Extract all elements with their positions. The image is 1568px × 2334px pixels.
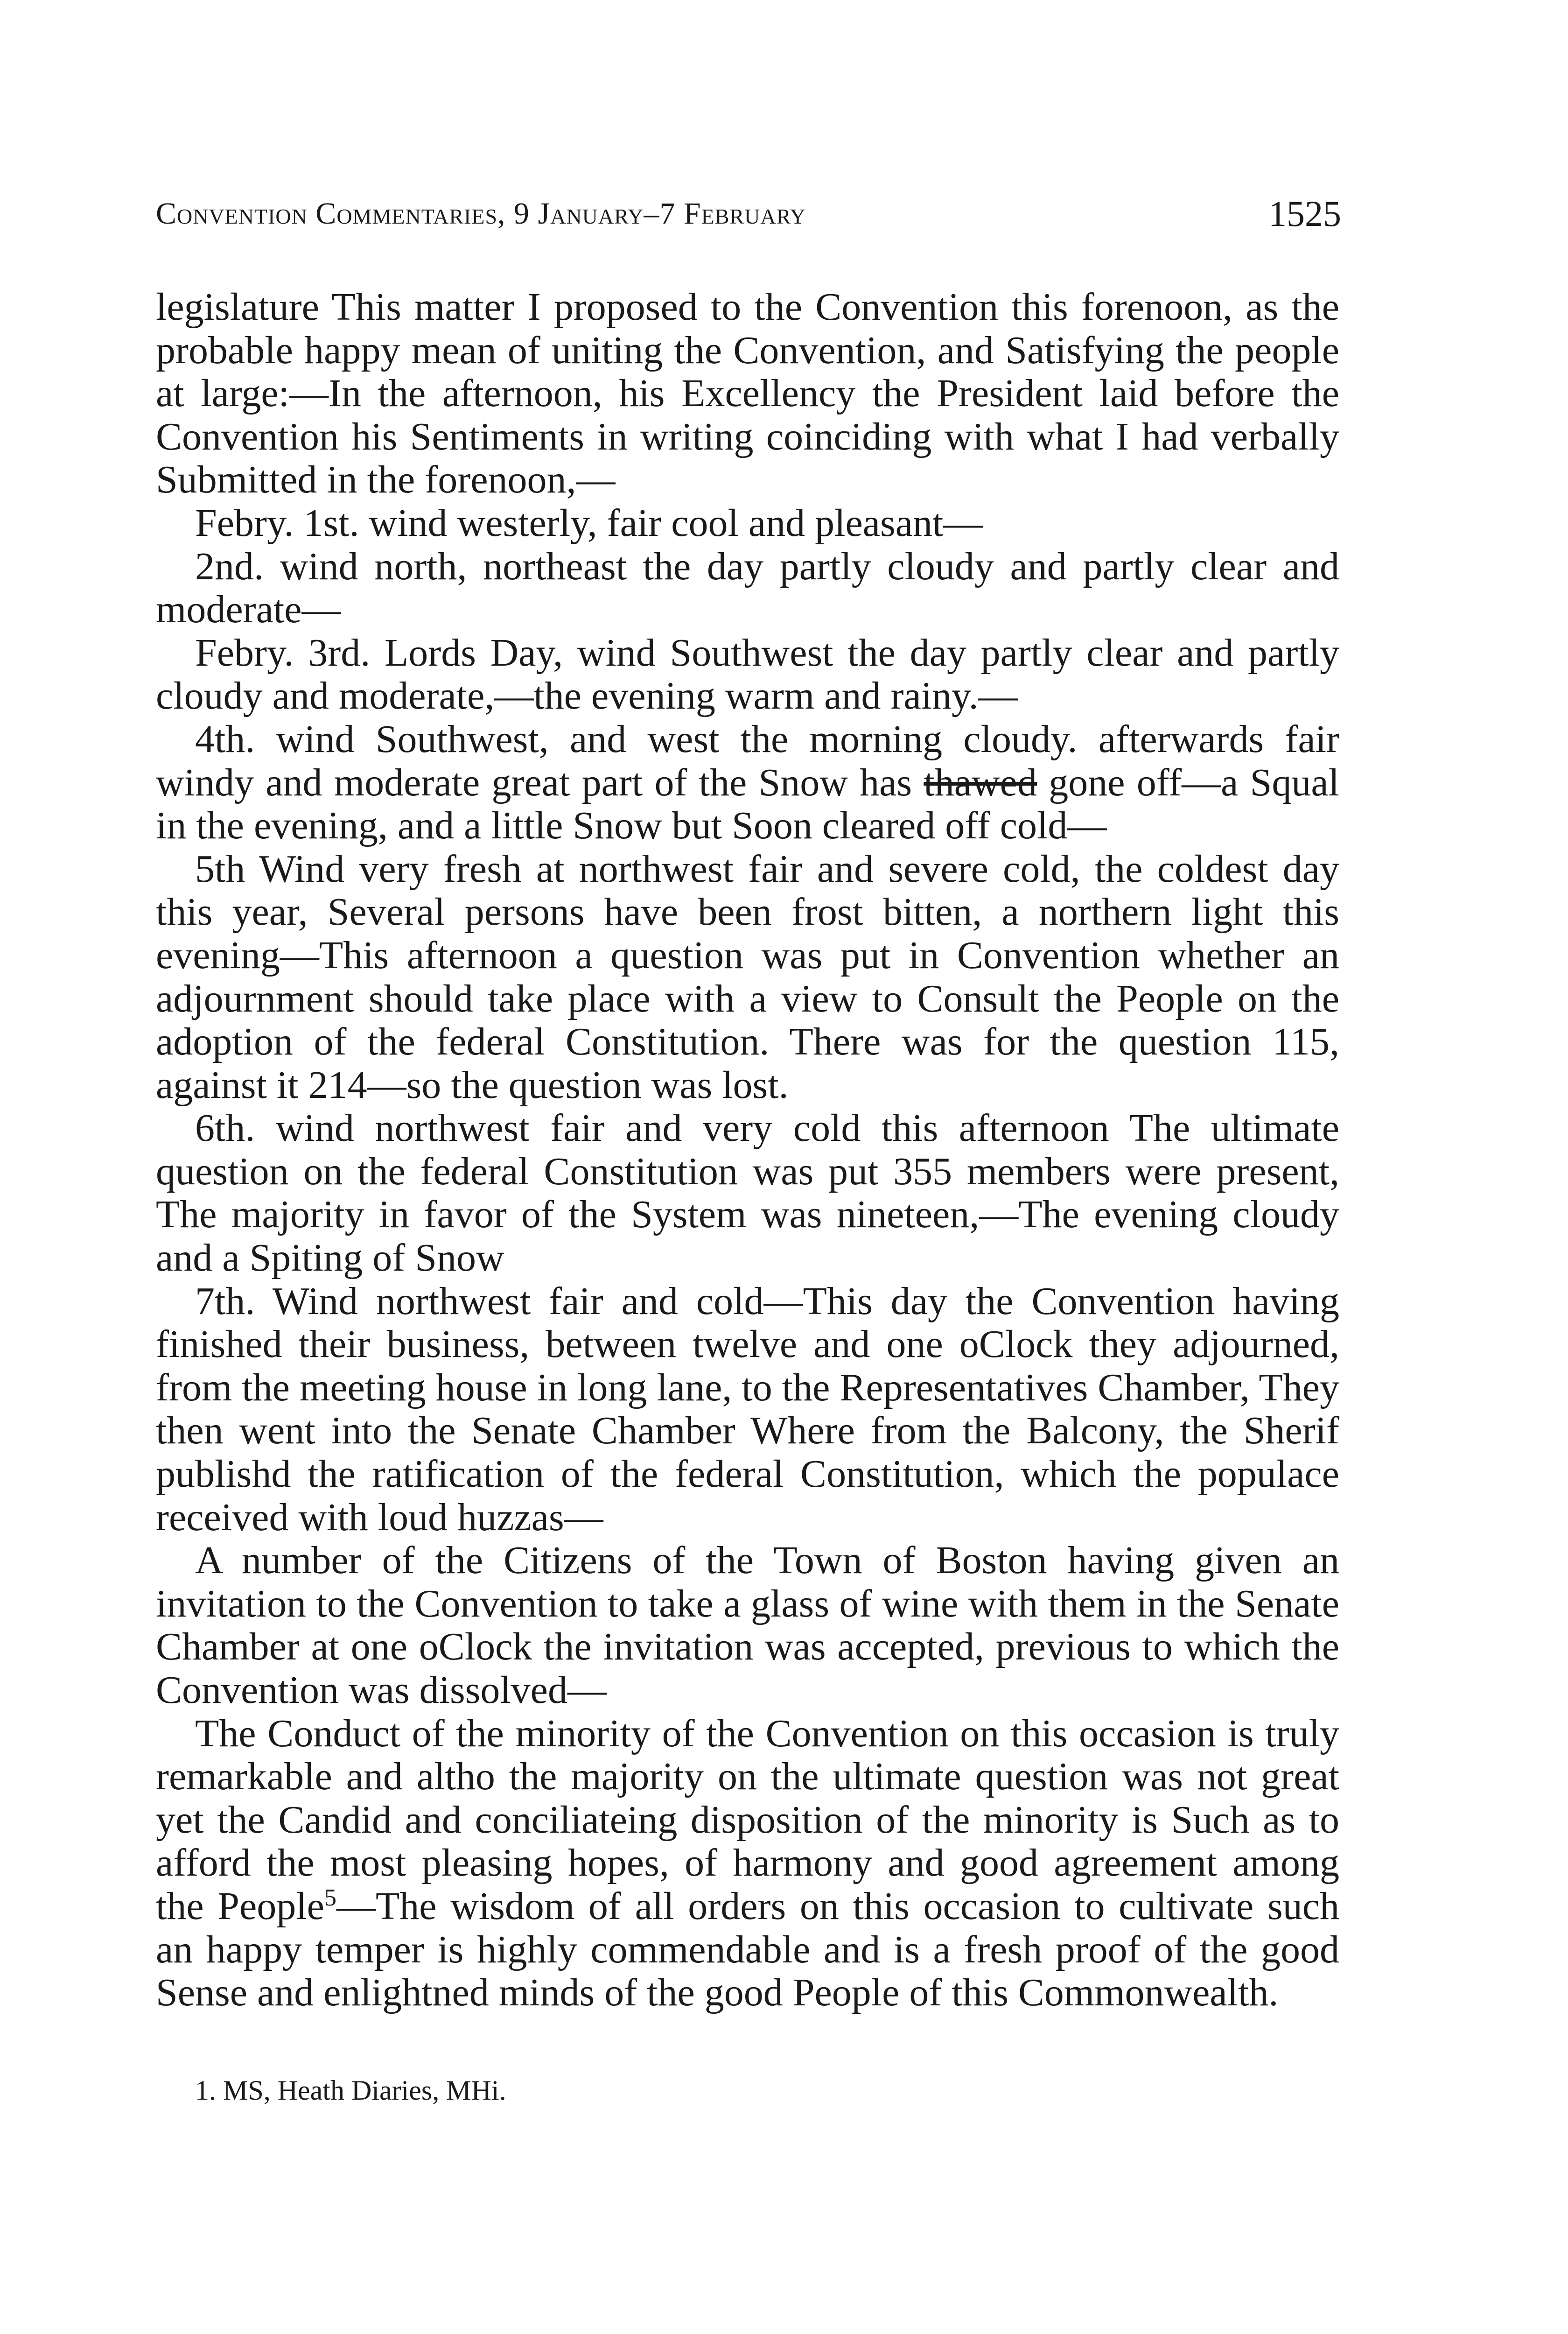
page-number: 1525 [1268, 193, 1341, 234]
paragraph-feb-1: Febry. 1st. wind westerly, fair cool and pleasant— [195, 501, 983, 545]
minority-text-after: —The wisdom of all orders on this occasion to cultivate such an happy temper is highly commendable and is a fresh proof of the good Sense and enlightned minds of the good People of this Commonwealth. [156, 1884, 1339, 2015]
paragraph-feb-5: 5th Wind very fresh at northwest fair and severe cold, the coldest day this year, Several persons have been frost bitten, a northern light this evening—This afternoon a question was put in Convention whether an adjournment should take place with a view to Consult the People on the adoption of the federal Constitution. There was for the question 115, against it 214—so the question was lost. [156, 847, 1339, 1107]
feb-4-text-before: 4th. wind Southwest, and west the morning cloudy. afterwards fair windy and moderate great part of the Snow has [156, 717, 1339, 804]
body-text [156, 286, 1339, 2015]
paragraph-minority-conduct [156, 1712, 1339, 2015]
paragraph-feb-7: 7th. Wind northwest fair and cold—This day the Convention having finished their business, between twelve and one oClock they adjourned, from the meeting house in long lane, to the Representatives Chamber, They then went into the Senate Chamber Where from the Balcony, the Sherif publishd the ratification of the federal Constitution, which the populace received with loud huzzas— [156, 1279, 1339, 1539]
paragraph-continuation: legislature This matter I proposed to the Convention this forenoon, as the probable happy mean of uniting the Convention, and Satisfying the people at large:—In the afternoon, his Excellency the President laid before the Convention his Sentiments in writing coinciding with what I had verbally Submitted in the forenoon,— [156, 285, 1339, 502]
running-title: Convention Commentaries, 9 January–7 February [156, 197, 806, 231]
minority-text-before: The Conduct of the minority of the Convention on this occasion is truly remarkable and altho the majority on the ultimate question was not great yet the Candid and conciliateing disposition of the minority is Such as to afford the most pleasing hopes, of harmony and good agreement among the People [156, 1711, 1339, 1928]
paragraph-citizens-invitation: A number of the Citizens of the Town of Boston having given an invitation to the Convention to take a glass of wine with them in the Senate Chamber at one oClock the invitation was accepted, previous to which the Convention was dissolved— [156, 1539, 1339, 1712]
footnote-1: 1. MS, Heath Diaries, MHi. [195, 2075, 506, 2106]
footnote-marker: 5 [324, 1884, 336, 1911]
paragraph-feb-2: 2nd. wind north, northeast the day partly cloudy and partly clear and moderate— [156, 544, 1339, 632]
feb-4-text-after: gone off—a Squal in the evening, and a little Snow but Soon cleared off cold— [156, 760, 1340, 848]
paragraph-feb-3: Febry. 3rd. Lords Day, wind Southwest the day partly clear and partly cloudy and moderate,—the evening warm and rainy.— [156, 631, 1339, 718]
paragraph-feb-4 [156, 718, 1339, 848]
running-head [156, 190, 1341, 246]
struck-word: thawed [924, 760, 1037, 804]
paragraph-feb-6: 6th. wind northwest fair and very cold this afternoon The ultimate question on the federal Constitution was put 355 members were present, The majority in favor of the System was nineteen,—The evening cloudy and a Spiting of Snow [156, 1106, 1339, 1280]
